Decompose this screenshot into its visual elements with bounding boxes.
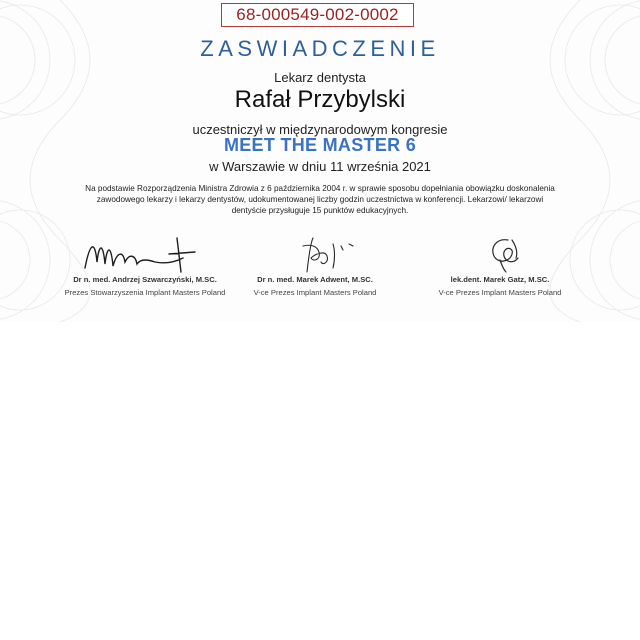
signature-block-2 [215,232,415,302]
signatory-title-2: V-ce Prezes Implant Masters Poland [253,288,377,297]
event-name: MEET THE MASTER 6 [223,135,417,155]
legal-note: Na podstawie Rozporządzenia Ministra Zdrowia z 6 października 2004 r. w sprawie sposobu dopełniania obowiązku doskonalenia zawodowego lekarzy i lekarzy dentystów, udokumentowanej liczby godzin uczestnictwa w konferencji. Lekarzowi/ lekarzowi dentyście przysługuje 15 punktów edukacyjnych. [85,184,555,215]
recipient-name: Rafał Przybylski [234,86,406,113]
handwritten-signature-2 [215,232,415,274]
recipient-role: Lekarz dentysta [274,70,366,85]
participation-statement: uczestniczył w międzynarodowym kongresie [192,122,448,137]
event-place-date: w Warszawie w dniu 11 września 2021 [209,159,431,174]
blank-page-area [0,322,640,640]
signatory-name-2: Dr n. med. Marek Adwent, M.SC. [257,275,373,284]
signatory-title-3: V-ce Prezes Implant Masters Poland [438,288,562,297]
certificate-number: 68-000549-002-0002 [221,3,414,27]
signatory-title-1: Prezes Stowarzyszenia Implant Masters Poland [64,288,226,297]
certificate-title: ZASWIADCZENIE [200,36,440,61]
signatory-name-3: lek.dent. Marek Gatz, M.SC. [450,275,550,284]
handwritten-signature-3 [400,232,600,274]
signatory-name-1: Dr n. med. Andrzej Szwarczyński, M.SC. [73,275,217,284]
signature-block-3 [400,232,600,302]
